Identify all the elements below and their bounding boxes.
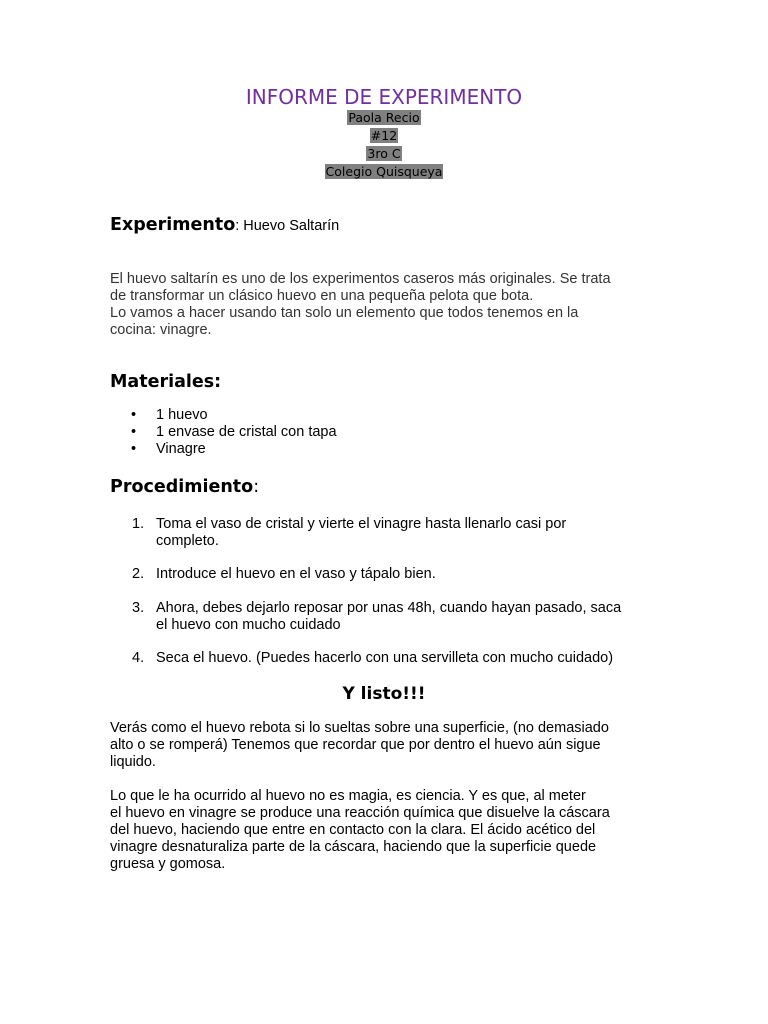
experiment-name: : Huevo Saltarín (235, 218, 340, 234)
student-number: #12 (370, 128, 398, 143)
student-grade: 3ro C (367, 146, 401, 161)
conclusion-heading: Y listo!!! (342, 684, 426, 704)
materials-list (110, 407, 337, 458)
procedure-step: 2. Introduce el huevo en el vaso y tápalo bien. (132, 566, 436, 582)
procedure-heading: Procedimiento: (110, 477, 260, 497)
author-info (0, 109, 768, 181)
intro-line: Lo vamos a hacer usando tan solo un elemento que todos tenemos en la (110, 305, 579, 321)
school-name: Colegio Quisqueya (325, 164, 443, 179)
list-item: • 1 huevo (131, 407, 208, 423)
procedure-step: 4. Seca el huevo. (Puedes hacerlo con una servilleta con mucho cuidado) (132, 650, 614, 666)
intro-line: de transformar un clásico huevo en una pequeña pelota que bota. (110, 288, 534, 304)
document-title: INFORME DE EXPERIMENTO (245, 85, 523, 109)
procedure-step: 3. Ahora, debes dejarlo reposar por unas 48h, cuando hayan pasado, saca el huevo con mucho cuidado (132, 600, 622, 633)
conclusion-paragraph-1: Verás como el huevo rebota si lo sueltas sobre una superficie, (no demasiado alto o se romperá) Tenemos que recordar que por dentro el huevo aún sigue liquido. (110, 720, 609, 770)
conclusion-paragraph-2: Lo que le ha ocurrido al huevo no es magia, es ciencia. Y es que, al meter el huevo en vinagre se produce una reacción química que disuelve la cáscara del huevo, haciendo que entre en contacto con la clara. El ácido acético del vinagre desnaturaliza parte de la cáscara, haciendo que la superficie quede gruesa y gomosa. (110, 788, 610, 872)
intro-line: cocina: vinagre. (110, 322, 212, 338)
author-name: Paola Recio (348, 110, 420, 125)
list-item: • Vinagre (131, 441, 206, 457)
experiment-label: Experimento (110, 215, 236, 235)
intro-paragraph (110, 271, 660, 339)
intro-line: El huevo saltarín es uno de los experimentos caseros más originales. Se trata (110, 271, 611, 287)
experiment-heading (110, 214, 339, 237)
list-item: • 1 envase de cristal con tapa (131, 424, 337, 440)
materials-heading: Materiales: (110, 372, 222, 392)
procedure-step: 1. Toma el vaso de cristal y vierte el vinagre hasta llenarlo casi por completo. (132, 516, 567, 549)
